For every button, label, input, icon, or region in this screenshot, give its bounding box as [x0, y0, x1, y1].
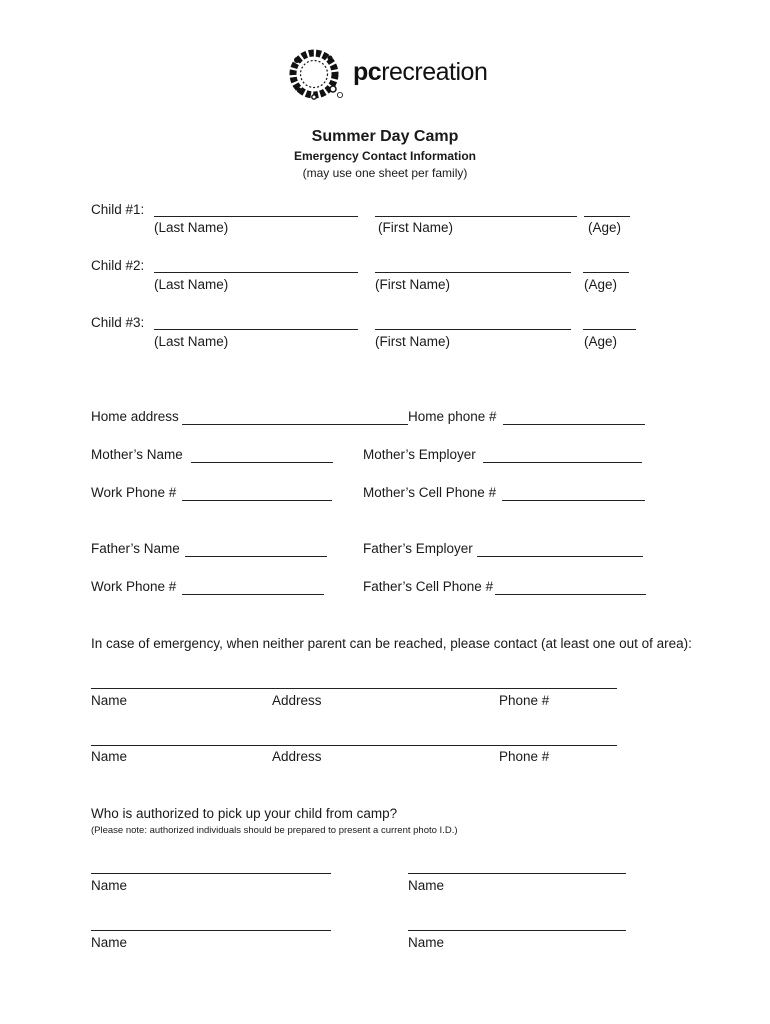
mothers-name-label: Mother’s Name: [91, 447, 183, 462]
home-address-label: Home address: [91, 409, 179, 424]
pickup-note: (Please note: authorized individuals should be prepared to present a current photo I.D.): [91, 825, 458, 836]
pickup-question: Who is authorized to pick up your child from camp?: [91, 806, 398, 821]
pickup-name-1-field[interactable]: [91, 873, 331, 874]
pickup-name-3-field[interactable]: [91, 930, 331, 931]
age-caption: (Age): [584, 277, 618, 292]
home-phone-label: Home phone #: [408, 409, 497, 424]
fathers-cell-label: Father’s Cell Phone #: [363, 579, 494, 594]
fathers-cell-field[interactable]: [495, 594, 646, 595]
name-caption: Name: [91, 935, 128, 950]
fathers-employer-field[interactable]: [477, 556, 643, 557]
age-caption: (Age): [588, 220, 622, 235]
mothers-cell-field[interactable]: [502, 500, 645, 501]
child-3-last-name-field[interactable]: [154, 329, 358, 330]
name-caption: Name: [91, 878, 128, 893]
home-phone-field[interactable]: [503, 424, 645, 425]
child-1-first-name-field[interactable]: [375, 216, 577, 217]
logo-emblem-icon: [285, 45, 347, 105]
child-2-last-name-field[interactable]: [154, 272, 358, 273]
page-note: (may use one sheet per family): [302, 166, 468, 180]
pickup-name-4-field[interactable]: [408, 930, 626, 931]
name-caption: Name: [408, 935, 445, 950]
name-caption: Name: [91, 693, 128, 708]
emergency-instruction: In case of emergency, when neither parent can be reached, please contact (at least one out of area):: [91, 636, 692, 651]
name-caption: Name: [408, 878, 445, 893]
child-2-age-field[interactable]: [583, 272, 629, 273]
child-1-label: Child #1:: [91, 202, 145, 217]
child-1-last-name-field[interactable]: [154, 216, 358, 217]
phone-caption: Phone #: [499, 749, 550, 764]
mother-work-phone-field[interactable]: [182, 500, 332, 501]
phone-caption: Phone #: [499, 693, 550, 708]
fathers-name-field[interactable]: [185, 556, 327, 557]
last-name-caption: (Last Name): [154, 220, 229, 235]
page-subtitle: Emergency Contact Information: [293, 149, 477, 163]
brand-name: pcrecreation: [353, 58, 488, 86]
mother-work-phone-label: Work Phone #: [91, 485, 177, 500]
home-address-field[interactable]: [182, 424, 408, 425]
father-work-phone-label: Work Phone #: [91, 579, 177, 594]
mothers-name-field[interactable]: [191, 462, 333, 463]
child-3-label: Child #3:: [91, 315, 145, 330]
emergency-contact-2-field[interactable]: [91, 745, 617, 746]
child-3-age-field[interactable]: [583, 329, 636, 330]
father-work-phone-field[interactable]: [182, 594, 324, 595]
child-1-age-field[interactable]: [584, 216, 630, 217]
fathers-name-label: Father’s Name: [91, 541, 180, 556]
emergency-contact-1-field[interactable]: [91, 688, 617, 689]
last-name-caption: (Last Name): [154, 277, 229, 292]
child-3-first-name-field[interactable]: [375, 329, 571, 330]
first-name-caption: (First Name): [375, 277, 450, 292]
first-name-caption: (First Name): [375, 334, 450, 349]
child-2-first-name-field[interactable]: [375, 272, 571, 273]
mothers-employer-label: Mother’s Employer: [363, 447, 476, 462]
mothers-cell-label: Mother’s Cell Phone #: [363, 485, 497, 500]
age-caption: (Age): [584, 334, 618, 349]
mothers-employer-field[interactable]: [483, 462, 642, 463]
page-title: Summer Day Camp: [311, 128, 459, 145]
fathers-employer-label: Father’s Employer: [363, 541, 473, 556]
name-caption: Name: [91, 749, 128, 764]
pickup-name-2-field[interactable]: [408, 873, 626, 874]
first-name-caption: (First Name): [378, 220, 453, 235]
address-caption: Address: [272, 749, 322, 764]
address-caption: Address: [272, 693, 322, 708]
last-name-caption: (Last Name): [154, 334, 229, 349]
child-2-label: Child #2:: [91, 258, 145, 273]
